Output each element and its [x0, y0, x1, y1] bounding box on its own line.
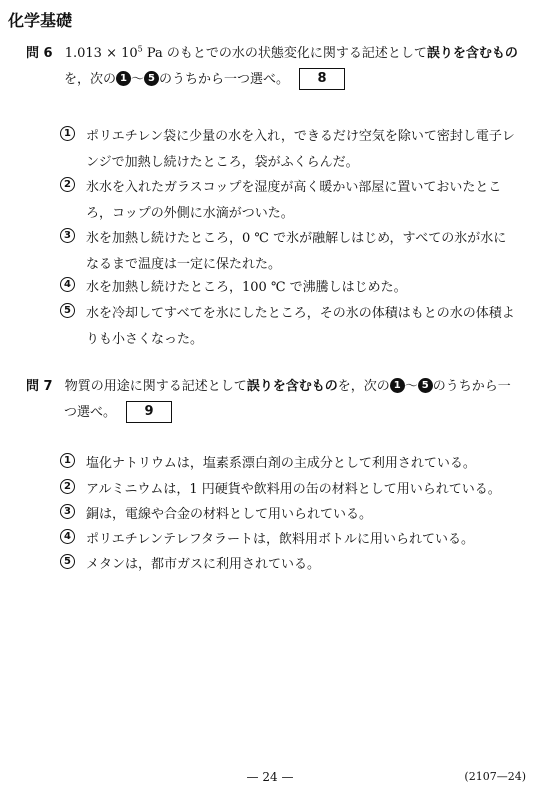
q7-range-tilde: 〜: [404, 379, 418, 394]
q7-emphasis: 誤りを含むもの: [246, 379, 338, 394]
q6-option-1-number: 1: [60, 126, 75, 141]
q7-option-3-line-1: 銅は，電線や合金の材料として用いられている。: [86, 507, 373, 522]
q7-option-4-number: 4: [60, 529, 75, 544]
q6-stem2-post: のうちから一つ選べ。: [159, 72, 290, 87]
q6-option-2-line-2: ろ，コップの外側に水滴がついた。: [86, 206, 294, 221]
q6-stem-pre: 1.013 × 10: [64, 46, 138, 61]
q7-stem-pre: 物質の用途に関する記述として: [64, 379, 247, 394]
page-number: — 24 —: [246, 770, 294, 784]
q6-option-3-line-2: なるまで温度は一定に保たれた。: [86, 257, 282, 272]
q6-range-tilde: 〜: [131, 72, 145, 87]
q6-option-2-line-1: 氷水を入れたガラスコップを湿度が高く暖かい部屋に置いておいたとこ: [86, 180, 502, 195]
q7-option-1-number: 1: [60, 453, 75, 468]
q6-option-1-line-1: ポリエチレン袋に少量の水を入れ，できるだけ空気を除いて密封し電子レ: [86, 129, 515, 144]
q6-option-1-line-2: ンジで加熱し続けたところ，袋がふくらんだ。: [86, 155, 359, 170]
q7-stem-line-2: [64, 401, 172, 424]
q6-stem-line-1: [26, 42, 518, 61]
q7-option-3-number: 3: [60, 504, 75, 519]
q6-option-5-line-2: りも小さくなった。: [86, 332, 204, 347]
q7-stem-line-1: [26, 375, 511, 394]
q7-option-5-line-1: メタンは，都市ガスに利用されている。: [86, 557, 321, 572]
q6-stem2-pre: を，次の: [64, 72, 117, 87]
q7-stem-post: のうちから一: [432, 379, 511, 394]
q7-range-start: 1: [390, 378, 405, 393]
exam-code: (2107—24): [464, 770, 526, 783]
q6-stem-post: Pa のもとでの水の状態変化に関する記述として: [142, 46, 427, 61]
q6-option-5-number: 5: [60, 303, 75, 318]
q7-option-4-line-1: ポリエチレンテレフタラートは，飲料用ボトルに用いられている。: [86, 532, 474, 547]
q6-emphasis: 誤りを含むもの: [426, 46, 518, 61]
q6-range-end: 5: [144, 71, 159, 86]
q6-option-3-number: 3: [60, 228, 75, 243]
q6-option-5-line-1: 水を冷却してすべてを氷にしたところ，その氷の体積はもとの水の体積よ: [86, 306, 515, 321]
q7-option-1-line-1: 塩化ナトリウムは，塩素系漂白剤の主成分として利用されている。: [86, 456, 476, 471]
q6-number: 問 6: [26, 46, 53, 61]
q7-stem2: つ選べ。: [64, 405, 117, 420]
subject-heading: 化学基礎: [8, 11, 73, 30]
q6-option-4-number: 4: [60, 277, 75, 292]
q7-option-2-number: 2: [60, 479, 75, 494]
q6-answer-box: 8: [299, 68, 345, 90]
q7-number: 問 7: [26, 379, 53, 394]
q7-answer-box: 9: [126, 401, 172, 423]
q6-stem-line-2: [64, 68, 345, 91]
q6-option-4-line-1: 水を加熱し続けたところ，100 ℃ で沸騰しはじめた。: [86, 280, 407, 295]
q6-option-3-line-1: 氷を加熱し続けたところ，0 ℃ で氷が融解しはじめ，すべての氷が水に: [86, 231, 507, 246]
q6-range-start: 1: [116, 71, 131, 86]
q7-stem-mid: を，次の: [337, 379, 390, 394]
q6-option-2-number: 2: [60, 177, 75, 192]
q7-option-5-number: 5: [60, 554, 75, 569]
q7-option-2-line-1: アルミニウムは，1 円硬貨や飲料用の缶の材料として用いられている。: [86, 482, 501, 497]
q7-range-end: 5: [418, 378, 433, 393]
q6-exponent: 5: [137, 44, 143, 54]
